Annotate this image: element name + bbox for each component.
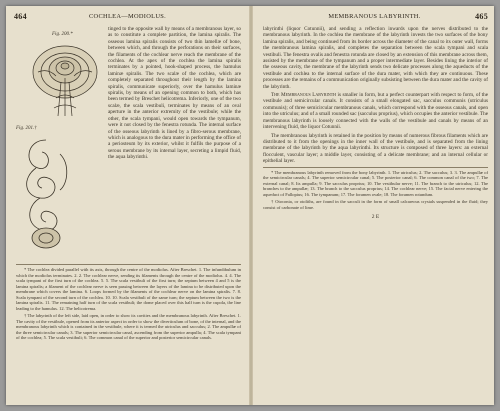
left-body-text: tinged to the opposite wall by means of a membranous layer, so as to constitute a complete partition, the lamina spiralis. The osseous lamina spiralis consists of two thin lamellæ of bone, between which, and through the perforations on their surfaces, the filaments of the cochlear nerve reach the membrane of the cochlea. At the apex of the cochlea the lamina spiralis terminates by a pointed, hook-shaped process, the hamulus laminæ spiralis. The two scalæ of the cochlea, which are completely separated throughout their length by the lamina spiralis, communicate superiorly, over the hamulus laminæ spiralis, by means of an opening common to both, which has been termed by Breschet helicotrema. Inferiorly, one of the two scalæ, the scala vestibuli, terminates by means of an oval aperture in the anterior extremity of the vestibule; while the other, the scala tympani, would open towards the tympanum, were it not closed by the fenestra rotunda. The internal surface of the osseous labyrinth is lined by a fibro-serous membrane, which is analogous to the dura mater in performing the office of a periosteum by its exterior, whilst it fulfils the purpose of a serous membrane by its internal layer, secreting a limpid fluid, the aqua labyrinthi. <box>108 26 241 161</box>
left-footnote-1: * The cochlea divided parallel with its axis, through the centre of the modiolus. After Breschet. 1. The infundibulum in which the modiolus terminates. 2. 2. The cochlear nerve, sending its filaments through the centre of the modiolus. 4. 4. The scala tympani of the first turn of the cochlea. 5. 5. The scala vestibuli of the first turn; the septum between 4 and 5 is the lamina spiralis; a filament of the cochlear nerve is seen passing between the layers of the lamina to be distributed upon the membrane which covers the lamina. 6. Loops formed by the filaments of the cochlear nerve on the lamina spiralis. 7. 8. Scala tympani of the second turn of the cochlea. 10. 10. Scala vestibuli of the same turn; the septum between the two is the lamina spiralis. 11. The remaining half turn of the scala vestibuli; the dome placed over this half turn is the cupola, the line leading to the hamulus. 12. The helicotrema. <box>16 267 241 311</box>
right-running-title: MEMBRANOUS LABYRINTH. <box>328 13 421 20</box>
right-body <box>263 26 488 399</box>
right-paragraph-3: The membranous labyrinth is retained in the position by means of numerous fibrous filaments which are distributed to it from the openings in the inner wall of the vestibule, and is separated from the lining membrane of the labyrinth by the aqua labyrinthi. Its structure is composed of three layers: an external flocculent, vascular layer; a middle layer, consisting of a delicate membrane; and an internal cellular or epithelial layer. <box>263 132 488 165</box>
right-footnote-2: † Otoconia, or otoliths, are found in the sacculi in the form of small calcareous crystals suspended in the fluid; they consist of carbonate of lime. <box>263 199 488 210</box>
left-body <box>16 26 241 399</box>
left-footnote-2: † The labyrinth of the left side, laid open, in order to show its cavities and the membranous labyrinth. After Breschet. 1. The cavity of the vestibule, opened from its anterior aspect in order to show the diverticulum of bone, of the internal, and the membranous labyrinth which is contained in the vestibule, where it is termed the utriculus and sacculus; 2. The ampullæ of the three semicircular canals; 3. The superior semicircular canal, ascending from the superior ampulla; 4. The scala tympani of the cochlea; 5. The scala vestibuli; 6. The common canal of the superior and posterior semicircular canals. <box>16 313 241 340</box>
right-paragraph-2 <box>263 92 488 130</box>
left-figure-spacer <box>16 26 108 262</box>
left-page <box>6 6 249 405</box>
left-page-number: 464 <box>14 12 27 21</box>
figure-201-label: Fig. 201.† <box>16 126 37 131</box>
left-running-title: COCHLEA—MODIOLUS. <box>89 13 166 20</box>
right-header <box>261 12 488 22</box>
book-spread <box>6 6 494 405</box>
right-footnote-1: * The membranous labyrinth removed from the bony labyrinth. 1. The utriculus; 2. The sacculus; 3. 3. The ampullæ of the semicircular canals; 4. The superior semicircular canal; 5. The posterior canal; 6. The common canal of the two; 7. The external canal; 8. Its ampulla; 9. The sacculus proprius; 10. The vestibular nerve; 11. The branch to the utriculus; 12. The branches to the ampullæ; 13. The branch to the sacculus proprius; 14. The cochlear nerve; 15. The facial nerve entering the aqueduct of Fallopius; 16. The tympanum; 17. The foramen ovale; 18. The foramen rotundum. <box>263 169 488 197</box>
right-page <box>253 6 496 405</box>
right-page-number: 465 <box>475 12 488 21</box>
right-paragraph-1: labyrinthi (liquor Cotunnii), and sending a reflection inwards upon the nerves distributed to the membranous labyrinth. In the cochlea the membrane of the labyrinth invests the two surfaces of the bony lamina spiralis, and being continued from its border across the diameter of the canal to its outer wall, forms the membranous lamina spiralis, and completes the separation between the scala tympani and scala vestibuli. The fenestra ovalis and fenestra rotunda are closed by an extension of this membrane across them, assisted by the membrane of the tympanum and a proper intermediate layer. Besides lining the interior of the osseous cavity, the membrane of the labyrinth sends two delicate processes along the aqueducts of the vestibule and cochlea to the internal surface of the dura mater, with which they are continuous. These processes are the remains of a communication originally subsisting between the dura mater and the cavity of the labyrinth. <box>263 26 488 90</box>
section-lead-word: The Membranous Labyrinth <box>271 92 337 99</box>
figure-200-label: Fig. 200.* <box>52 32 73 37</box>
left-header <box>14 12 241 22</box>
signature-mark: 2 E <box>371 214 380 221</box>
right-paragraph-2-text: is smaller in form, but a perfect counterpart with respect to form, of the vestibule and semicircular canals. It consists of a small elongated sac, sacculus communis (utriculus communis); of three semicircular membranous canals, which correspond with the osseous canals, and open into the utriculus; and of a small rounded sac (sacculus proprius), which occupies the anterior vestibule. The membranous labyrinth is loosely connected with the walls of the vestibule and canals by means of an intervening fluid, the liquor Cotunnii. <box>263 92 488 131</box>
